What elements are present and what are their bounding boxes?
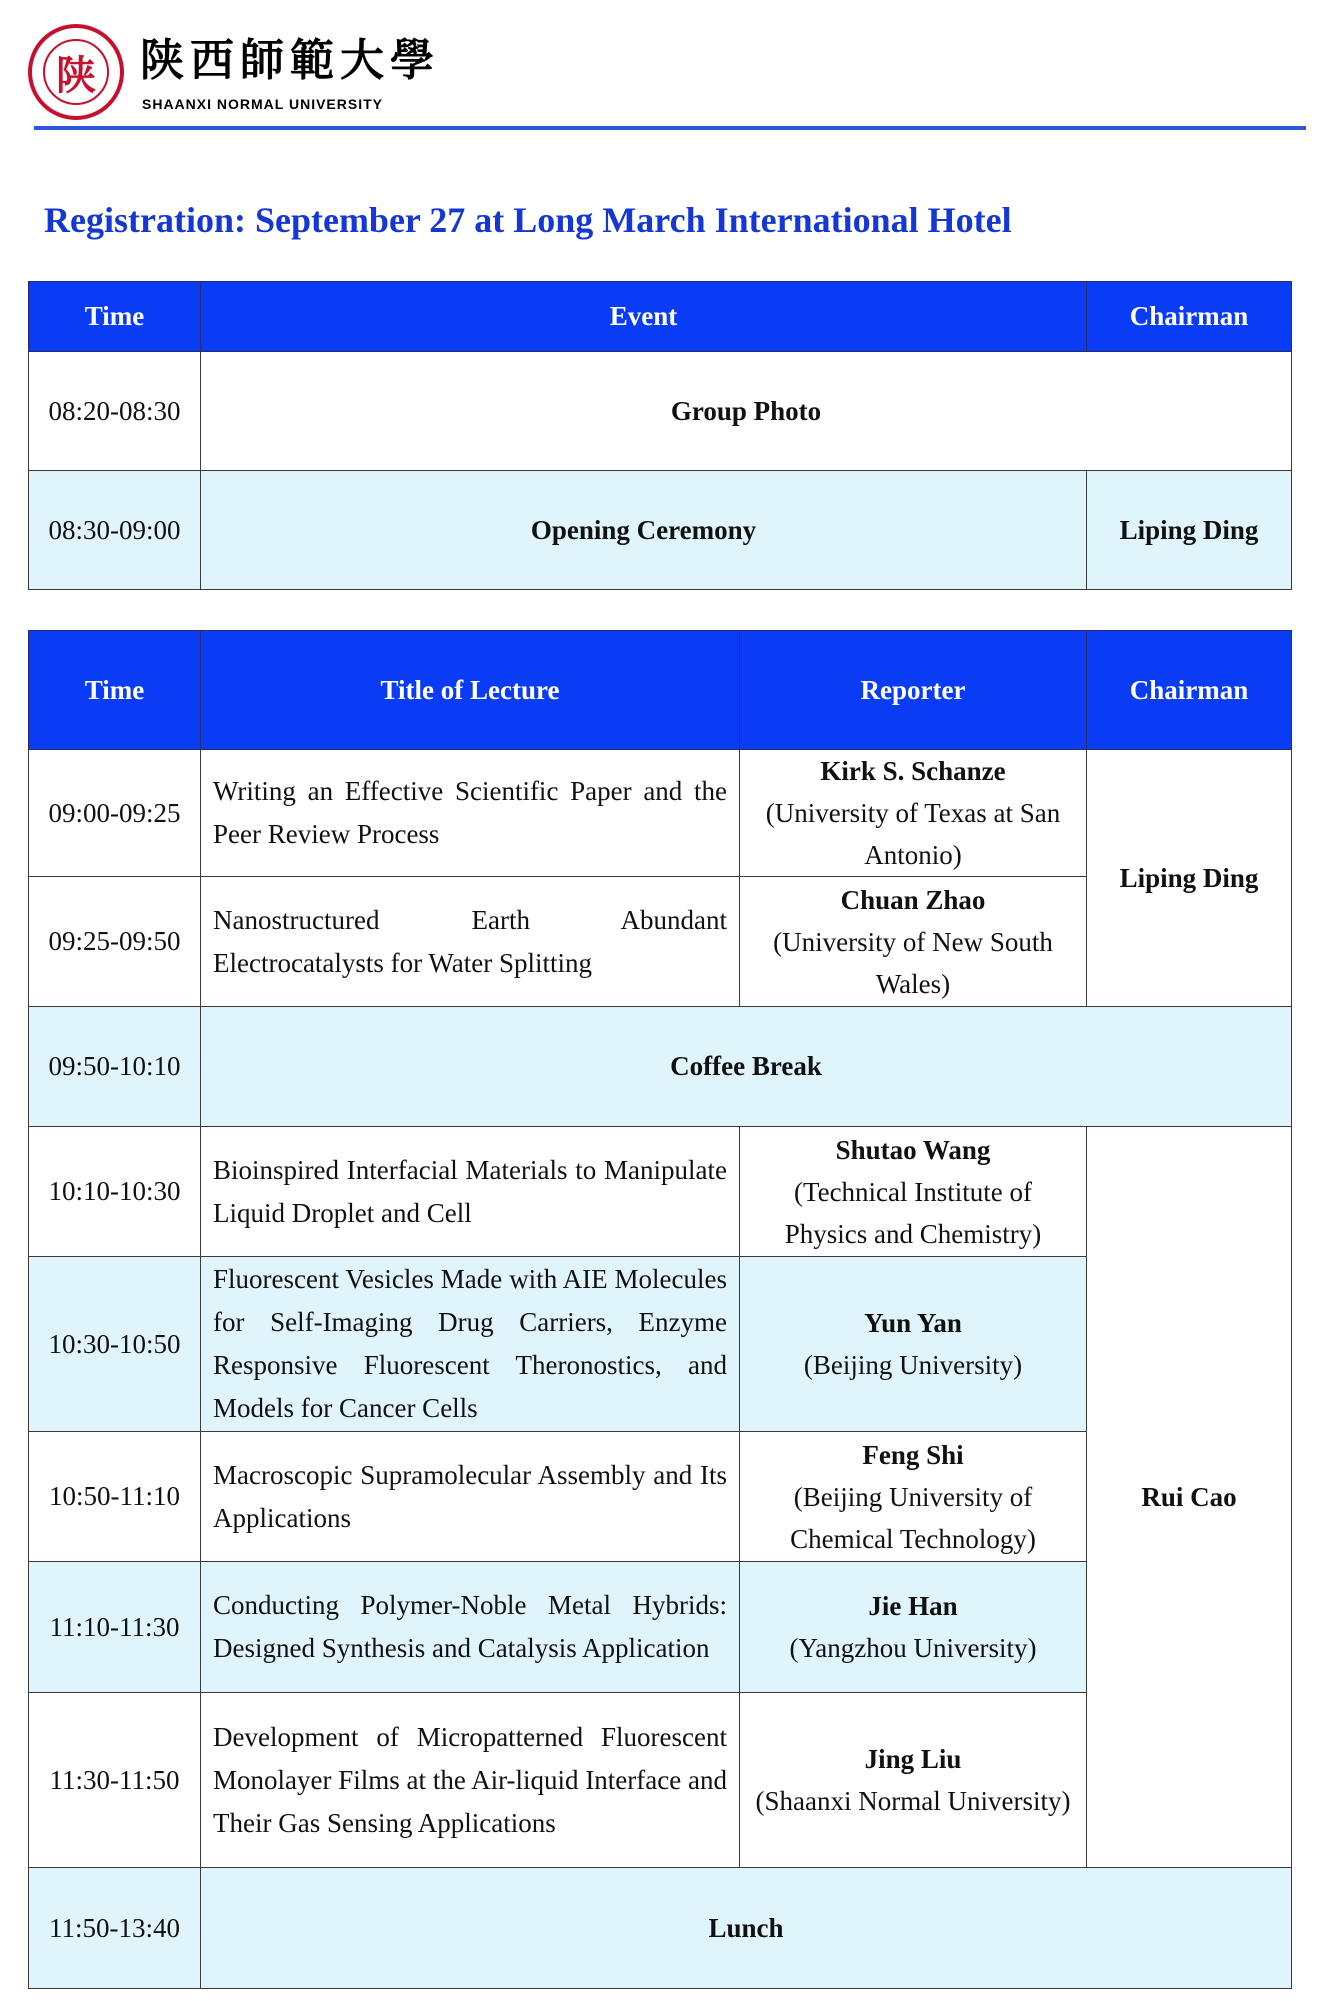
reporter-cell: [740, 750, 1087, 877]
lecture-title: Nanostructured Earth Abundant Electrocatalysts for Water Splitting: [201, 877, 740, 1007]
session-chairman: Liping Ding: [1087, 750, 1292, 1007]
row-time: 09:00-09:25: [29, 750, 201, 877]
header-chairman: Chairman: [1087, 631, 1292, 750]
row-time: 08:20-08:30: [29, 352, 201, 471]
header-time: Time: [29, 631, 201, 750]
reporter-cell: [740, 1562, 1087, 1693]
header-time: Time: [29, 282, 201, 352]
table-row: [29, 1868, 1292, 1989]
row-time: 09:25-09:50: [29, 877, 201, 1007]
reporter-name: Chuan Zhao: [840, 884, 986, 915]
reporter-affiliation: (Yangzhou University): [789, 1633, 1037, 1663]
reporter-cell: [740, 1693, 1087, 1868]
seal-character: 陕: [43, 39, 109, 105]
reporter-name: Feng Shi: [862, 1439, 964, 1470]
opening-schedule-table: [28, 281, 1292, 590]
reporter-affiliation: (Shaanxi Normal University): [755, 1786, 1071, 1816]
reporter-name: Yun Yan: [864, 1308, 962, 1338]
reporter-name: Kirk S. Schanze: [820, 756, 1006, 786]
row-event: Group Photo: [201, 352, 1292, 471]
lecture-title: Development of Micropatterned Fluorescent Monolayer Films at the Air-liquid Interface and Their Gas Sensing Applications: [201, 1693, 740, 1868]
lecture-title: Fluorescent Vesicles Made with AIE Molecules for Self-Imaging Drug Carriers, Enzyme Responsive Fluorescent Theronostics, and Models for Cancer Cells: [201, 1257, 740, 1432]
reporter-name: Jie Han: [868, 1591, 958, 1621]
page-title: Registration: September 27 at Long March International Hotel: [44, 200, 1012, 240]
header-event: Event: [201, 282, 1087, 352]
header-chairman: Chairman: [1087, 282, 1292, 352]
lecture-title: Macroscopic Supramolecular Assembly and Its Applications: [201, 1432, 740, 1562]
row-time: 10:30-10:50: [29, 1257, 201, 1432]
header-divider: [34, 126, 1306, 130]
table-row: [29, 352, 1292, 471]
row-chairman: Liping Ding: [1087, 471, 1292, 590]
header-reporter: Reporter: [740, 631, 1087, 750]
reporter-affiliation: (University of New South Wales): [773, 926, 1053, 999]
university-name-english: SHAANXI NORMAL UNIVERSITY: [142, 96, 383, 112]
row-time: 11:10-11:30: [29, 1562, 201, 1693]
reporter-cell: [740, 1432, 1087, 1562]
row-event: Opening Ceremony: [201, 471, 1087, 590]
lecture-title: Bioinspired Interfacial Materials to Manipulate Liquid Droplet and Cell: [201, 1127, 740, 1257]
reporter-affiliation: (University of Texas at San Antonio): [765, 798, 1061, 870]
session-chairman: Rui Cao: [1087, 1127, 1292, 1868]
lecture-title: Writing an Effective Scientific Paper and the Peer Review Process: [201, 750, 740, 877]
table-row: [29, 1127, 1292, 1257]
reporter-cell: [740, 877, 1087, 1007]
table-row: [29, 750, 1292, 877]
lecture-title: Conducting Polymer-Noble Metal Hybrids: Designed Synthesis and Catalysis Application: [201, 1562, 740, 1693]
university-name-chinese: 陕西師範大學: [140, 35, 440, 86]
lecture-schedule-table: [28, 630, 1292, 1989]
reporter-affiliation: (Beijing University): [803, 1350, 1023, 1380]
row-time: 10:10-10:30: [29, 1127, 201, 1257]
table-row: [29, 471, 1292, 590]
university-seal-logo: [28, 24, 124, 120]
row-time: 11:50-13:40: [29, 1868, 201, 1989]
reporter-name: Jing Liu: [864, 1744, 962, 1774]
reporter-affiliation: (Beijing University of Chemical Technology): [790, 1481, 1036, 1554]
row-time: 08:30-09:00: [29, 471, 201, 590]
table-row: [29, 1007, 1292, 1127]
reporter-name: Shutao Wang: [835, 1134, 991, 1165]
break-label: Lunch: [201, 1868, 1292, 1989]
reporter-cell: [740, 1127, 1087, 1257]
row-time: 09:50-10:10: [29, 1007, 201, 1127]
row-time: 11:30-11:50: [29, 1693, 201, 1868]
break-label: Coffee Break: [201, 1007, 1292, 1127]
table-header-row: [29, 282, 1292, 352]
reporter-cell: [740, 1257, 1087, 1432]
page-header: [28, 22, 1308, 122]
row-time: 10:50-11:10: [29, 1432, 201, 1562]
reporter-affiliation: (Technical Institute of Physics and Chemistry): [784, 1176, 1042, 1249]
table-header-row: [29, 631, 1292, 750]
header-title-of-lecture: Title of Lecture: [201, 631, 740, 750]
